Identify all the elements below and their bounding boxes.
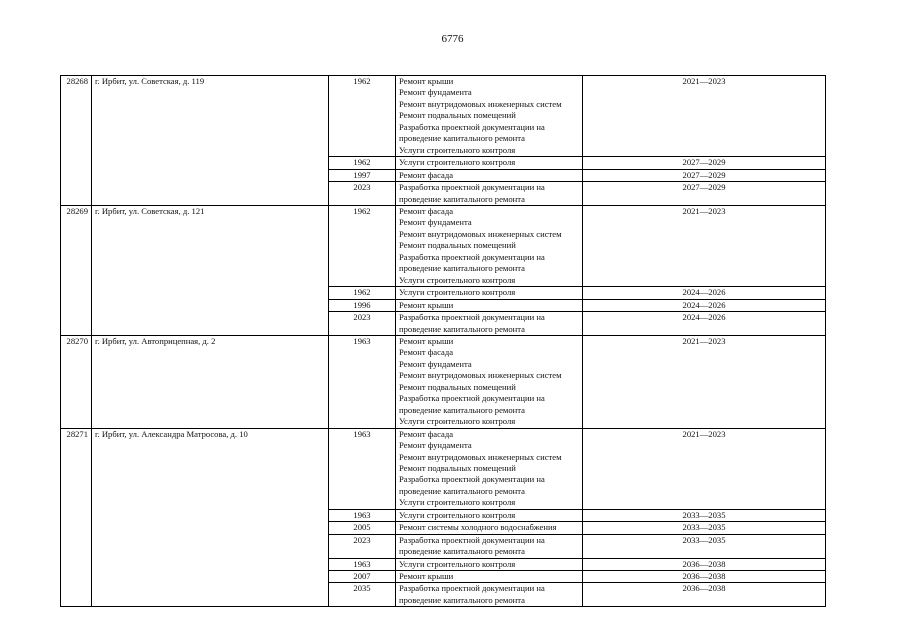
period-cell: 2036—2038 (583, 583, 826, 607)
period-cell: 2033—2035 (583, 522, 826, 534)
work-type-line: Ремонт крыши (399, 571, 454, 582)
work-type-line: Ремонт подвальных помещений (399, 240, 516, 251)
work-type-line: Ремонт внутридомовых инженерных систем (399, 451, 562, 462)
work-type-line: проведение капитального ремонта (399, 133, 525, 144)
year-cell: 1963 (329, 335, 396, 428)
repair-schedule-table (60, 75, 826, 607)
work-type-line: Разработка проектной документации на (399, 583, 545, 594)
year-cell: 2023 (329, 534, 396, 558)
work-type-cell (396, 182, 583, 206)
work-type-cell (396, 299, 583, 311)
work-type-line: Ремонт крыши (399, 76, 454, 86)
work-type-cell (396, 522, 583, 534)
work-type-line: Услуги строительного контроля (399, 144, 516, 155)
work-type-line: Ремонт подвальных помещений (399, 381, 516, 392)
work-type-cell (396, 534, 583, 558)
period-cell: 2027—2029 (583, 157, 826, 169)
year-cell: 1963 (329, 509, 396, 521)
work-type-line: Разработка проектной документации на (399, 312, 545, 323)
work-type-cell (396, 312, 583, 336)
year-cell: 1963 (329, 428, 396, 509)
table-row (61, 205, 826, 286)
year-cell: 2005 (329, 522, 396, 534)
period-cell: 2024—2026 (583, 312, 826, 336)
period-cell: 2033—2035 (583, 509, 826, 521)
work-type-line: Ремонт фасада (399, 169, 454, 180)
work-type-line: Ремонт фасада (399, 428, 454, 439)
period-cell: 2027—2029 (583, 169, 826, 181)
period-cell: 2036—2038 (583, 558, 826, 570)
year-cell: 1996 (329, 299, 396, 311)
work-type-line: проведение капитального ремонта (399, 404, 525, 415)
page-number: 6776 (441, 33, 464, 45)
work-type-line: проведение капитального ремонта (399, 594, 525, 605)
work-type-line: Ремонт крыши (399, 299, 454, 310)
year-cell: 2007 (329, 571, 396, 583)
work-type-line: Разработка проектной документации на (399, 474, 545, 485)
work-type-line: проведение капитального ремонта (399, 485, 525, 496)
period-cell: 2024—2026 (583, 299, 826, 311)
table-row (61, 428, 826, 509)
work-type-cell (396, 76, 583, 157)
year-cell: 1962 (329, 287, 396, 299)
period-cell: 2033—2035 (583, 534, 826, 558)
work-type-cell (396, 583, 583, 607)
work-type-line: Ремонт фундамента (399, 440, 472, 451)
work-type-line: Ремонт фундамента (399, 358, 472, 369)
work-type-line: Услуги строительного контроля (399, 558, 516, 569)
work-type-line: Услуги строительного контроля (399, 157, 516, 168)
work-type-line: Ремонт подвальных помещений (399, 110, 516, 121)
work-type-line: Ремонт фундамента (399, 217, 472, 228)
period-cell: 2024—2026 (583, 287, 826, 299)
year-cell: 1962 (329, 205, 396, 286)
period-cell: 2027—2029 (583, 182, 826, 206)
building-address: г. Ирбит, ул. Автоприцепная, д. 2 (92, 335, 329, 428)
work-type-line: Разработка проектной документации на (399, 182, 545, 193)
work-type-line: Разработка проектной документации на (399, 251, 545, 262)
work-type-line: проведение капитального ремонта (399, 323, 525, 334)
work-type-line: проведение капитального ремонта (399, 546, 525, 557)
year-cell: 2023 (329, 312, 396, 336)
table-row (61, 335, 826, 428)
table-row (61, 76, 826, 157)
work-type-cell (396, 287, 583, 299)
work-type-cell (396, 169, 583, 181)
building-id: 28271 (61, 428, 92, 607)
work-type-line: Ремонт фасада (399, 205, 454, 216)
year-cell: 1963 (329, 558, 396, 570)
work-type-line: проведение капитального ремонта (399, 263, 525, 274)
work-type-line: Ремонт системы холодного водоснабжения (399, 522, 557, 533)
building-id: 28269 (61, 205, 92, 335)
building-id: 28270 (61, 335, 92, 428)
year-cell: 2035 (329, 583, 396, 607)
work-type-line: Ремонт фундамента (399, 87, 472, 98)
work-type-cell (396, 558, 583, 570)
period-cell: 2021—2023 (583, 428, 826, 509)
table-body (61, 76, 826, 607)
work-type-line: проведение капитального ремонта (399, 193, 525, 204)
period-cell: 2021—2023 (583, 335, 826, 428)
year-cell: 1962 (329, 157, 396, 169)
building-address: г. Ирбит, ул. Советская, д. 121 (92, 205, 329, 335)
work-type-cell (396, 509, 583, 521)
work-type-line: Ремонт крыши (399, 335, 454, 346)
year-cell: 1997 (329, 169, 396, 181)
work-type-line: Разработка проектной документации на (399, 534, 545, 545)
work-type-line: Ремонт фасада (399, 347, 454, 358)
building-address: г. Ирбит, ул. Советская, д. 119 (92, 76, 329, 206)
work-type-line: Услуги строительного контроля (399, 497, 516, 508)
building-id: 28268 (61, 76, 92, 206)
work-type-line: Услуги строительного контроля (399, 416, 516, 427)
year-cell: 1962 (329, 76, 396, 157)
work-type-cell (396, 335, 583, 428)
building-address: г. Ирбит, ул. Александра Матросова, д. 10 (92, 428, 329, 607)
period-cell: 2021—2023 (583, 76, 826, 157)
year-cell: 2023 (329, 182, 396, 206)
work-type-cell (396, 571, 583, 583)
period-cell: 2036—2038 (583, 571, 826, 583)
work-type-line: Услуги строительного контроля (399, 274, 516, 285)
work-type-cell (396, 205, 583, 286)
work-type-cell (396, 428, 583, 509)
period-cell: 2021—2023 (583, 205, 826, 286)
work-type-line: Ремонт внутридомовых инженерных систем (399, 370, 562, 381)
work-type-line: Разработка проектной документации на (399, 121, 545, 132)
work-type-line: Услуги строительного контроля (399, 509, 516, 520)
work-type-line: Ремонт внутридомовых инженерных систем (399, 228, 562, 239)
work-type-line: Ремонт подвальных помещений (399, 462, 516, 473)
work-type-line: Разработка проектной документации на (399, 393, 545, 404)
work-type-cell (396, 157, 583, 169)
work-type-line: Ремонт внутридомовых инженерных систем (399, 98, 562, 109)
work-type-line: Услуги строительного контроля (399, 287, 516, 298)
